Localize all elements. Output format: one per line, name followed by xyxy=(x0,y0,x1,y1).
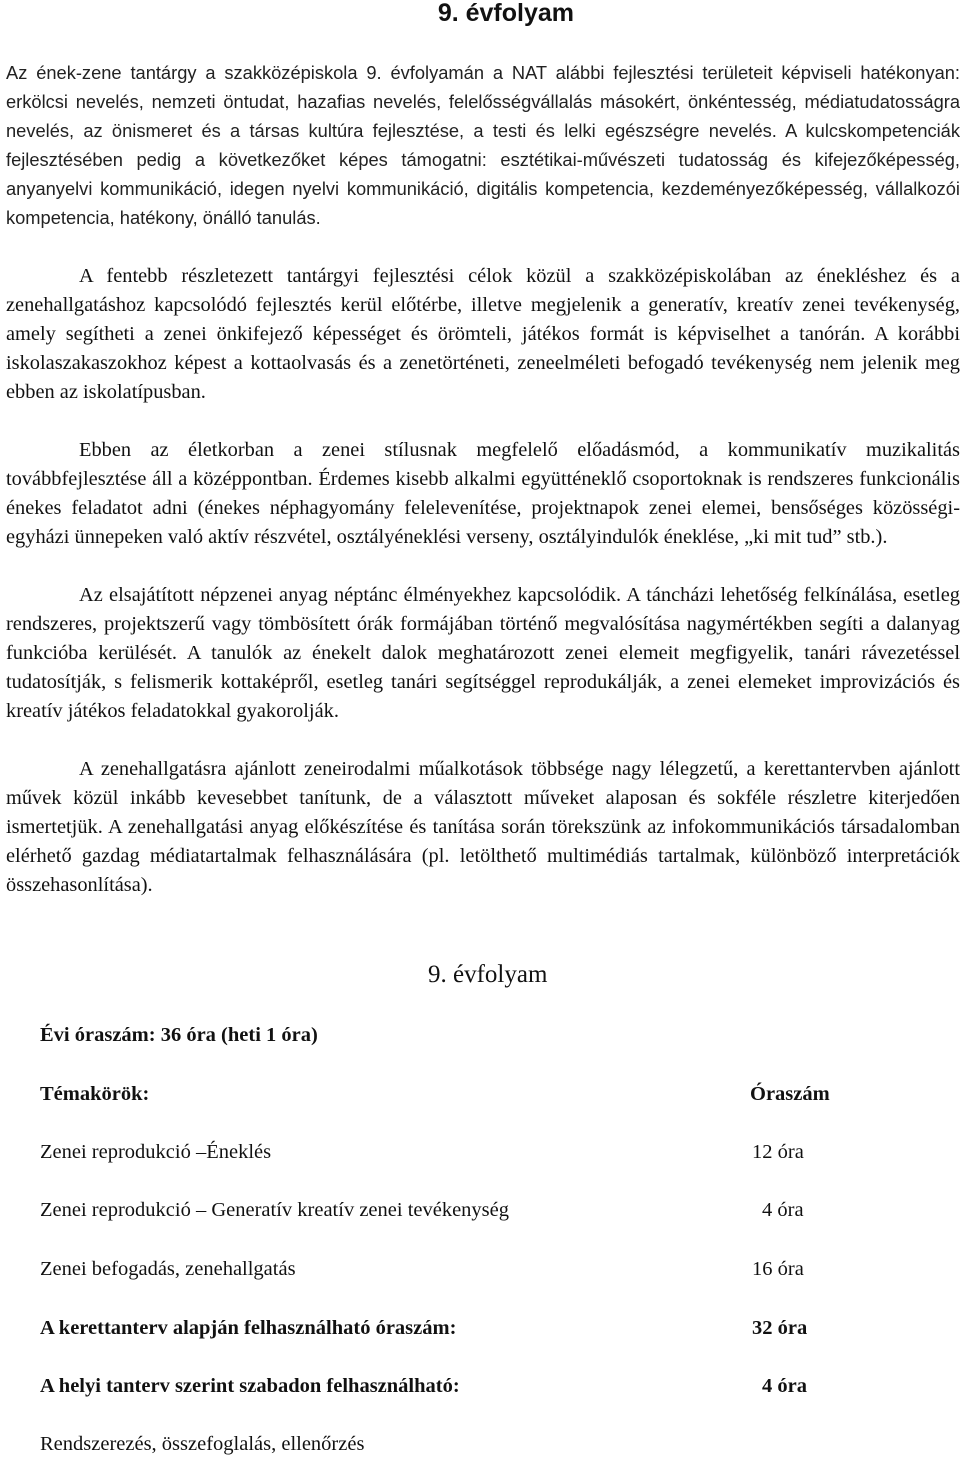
paragraph-age-style: Ebben az életkorban a zenei stílusnak megfelelő előadásmód, a kommunikatív muzikalitás továbbfejlesztése áll a középpontban. Érdemes kisebb alkalmi együtténeklő csoportoknak is rendszeres funkcionális énekes feladatot adni (énekes néphagyomány felelevenítése, projektnapok zenei elemei, bensőséges közösségi-egyházi ünnepeken való aktív részvétel, osztályéneklési verseny, osztályindulók éneklése, „ki mit tud” stb.). xyxy=(6,439,960,548)
page-header-title: 9. évfolyam xyxy=(437,0,574,27)
summary-row xyxy=(40,1433,960,1463)
topic-name: Zenei befogadás, zenehallgatás xyxy=(40,1258,296,1280)
summary-label: Rendszerezés, összefoglalás, ellenőrzés xyxy=(40,1433,365,1455)
framework-hours-value: 32 óra xyxy=(752,1317,808,1339)
annual-hours-label: Évi óraszám: 36 óra (heti 1 óra) xyxy=(40,1024,318,1046)
topic-row xyxy=(40,1199,960,1229)
topic-hours: 12 óra xyxy=(752,1141,804,1163)
topic-name: Zenei reprodukció – Generatív kreatív zenei tevékenység xyxy=(40,1199,510,1221)
local-hours-value: 4 óra xyxy=(762,1375,807,1397)
paragraph-listening: A zenehallgatásra ajánlott zeneirodalmi műalkotások többsége nagy lélegzetű, a kerettantervben ajánlott művek közül inkább kevesebbet tanítunk, de a választott műveket alaposan és sokféle részletre kiterjedően ismertetjük. A zenehallgatási anyag előkészítése és tanítása során törekszünk az infokommunikációs társadalomban elérhető gazdag médiatartalmak felhasználására (pl. letölthető multimédiás tartalmak, különböző interpretációk összehasonlítása). xyxy=(6,758,960,896)
paragraph-development-goals: A fentebb részletezett tantárgyi fejlesztési célok közül a szakközépiskolában az énekléshez és a zenehallgatáshoz kapcsolódó fejlesztés kerül előtérbe, illetve megjelenik a generatív, kreatív zenei tevékenység, amely segítheti a zenei önkifejező képességet és örömteli, játékos formát is képviselhet a tanórán. A korábbi iskolaszakaszokhoz képest a kottaolvasás és a zenetörténeti, zeneelméleti befogadó tevékenység nem jelenik meg ebben az iskolatípusban. xyxy=(6,265,960,403)
topics-header: Témakörök: xyxy=(40,1083,150,1105)
section-title: 9. évfolyam xyxy=(428,961,548,988)
topics-header-row xyxy=(40,1083,960,1113)
topic-row xyxy=(40,1141,960,1171)
topic-row xyxy=(40,1258,960,1288)
hours-header: Óraszám xyxy=(750,1083,830,1105)
topic-hours: 4 óra xyxy=(762,1199,804,1221)
topic-name: Zenei reprodukció –Éneklés xyxy=(40,1141,272,1163)
local-hours-row xyxy=(40,1375,960,1405)
intro-paragraph: Az ének-zene tantárgy a szakközépiskola 9. évfolyamán a NAT alábbi fejlesztési területeit képviseli hatékonyan: erkölcsi nevelés, nemzeti öntudat, hazafias nevelés, felelősségvállalás másokért, önkéntesség, médiatudatosságra nevelés, az önismeret és a társas kultúra fejlesztése, a testi és lelki egészségre nevelés. A kulcskompetenciák fejlesztésében pedig a következőket képes támogatni: esztétikai-művészeti tudatosság és kifejezőképesség, anyanyelvi kommunikáció, idegen nyelvi kommunikáció, digitális kompetencia, kezdeményezőképesség, vállalkozói kompetencia, hatékony, önálló tanulás. xyxy=(6,62,960,228)
framework-hours-label: A kerettanterv alapján felhasználható óraszám: xyxy=(40,1317,457,1339)
annual-hours xyxy=(40,1024,960,1054)
local-hours-label: A helyi tanterv szerint szabadon felhasználható: xyxy=(40,1375,460,1397)
framework-hours-row xyxy=(40,1317,960,1347)
topic-hours: 16 óra xyxy=(752,1258,804,1280)
paragraph-folk-music: Az elsajátított népzenei anyag néptánc élményekhez kapcsolódik. A táncházi lehetőség felkínálása, esetleg rendszeres, projektszerű vagy tömbösített órák formájában történő megvalósítása nagymértékben segíti a dalanyag funkcióba kerülését. A tanulók az énekelt dalok meghatározott zenei elemeit megfigyelik, tanári rávezetéssel tudatosítják, s felismerik kottaképről, esetleg tanári segítséggel reprodukálják, a zenei elemeket improvizációs és kreatív játékos feladatokkal gyakorolják. xyxy=(6,584,960,722)
